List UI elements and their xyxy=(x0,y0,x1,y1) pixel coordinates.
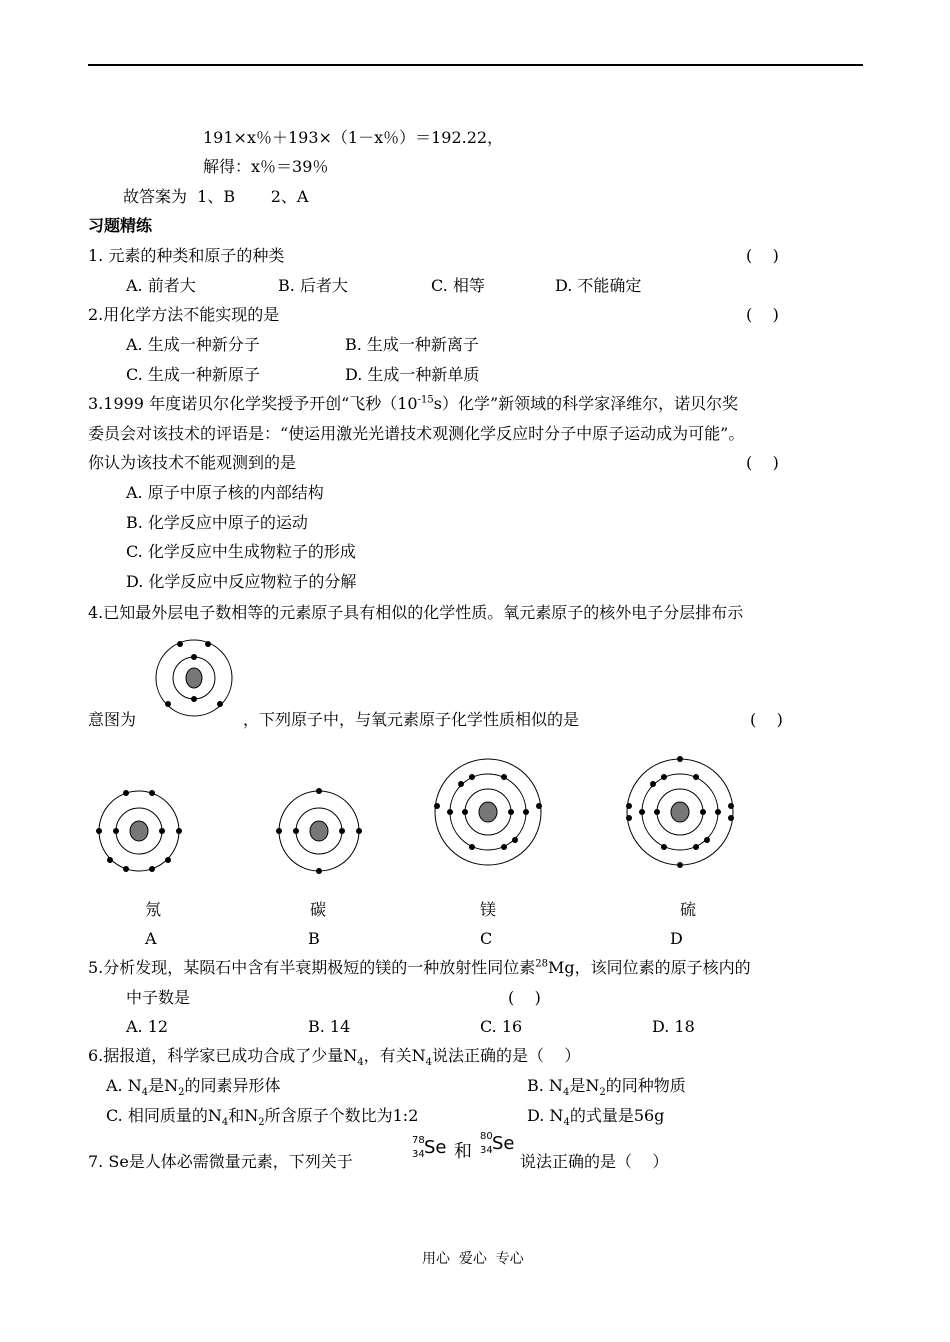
q3-option-a: A. 原子中原子核的内部结构 xyxy=(126,483,324,502)
section-title: 习题精练 xyxy=(88,216,153,235)
q1-answer-paren: ( ) xyxy=(746,246,779,265)
q2-option-a: A. 生成一种新分子 xyxy=(126,335,260,354)
atom-c-name: 镁 xyxy=(480,900,497,919)
atom-b-letter: B xyxy=(308,929,320,948)
q2-option-b: B. 生成一种新离子 xyxy=(345,335,479,354)
q3-option-d: D. 化学反应中反应物粒子的分解 xyxy=(126,572,357,591)
q2-answer-paren: ( ) xyxy=(746,305,779,324)
solution-answer: 故答案为 1、B 2、A xyxy=(123,187,309,206)
q7-stem-suffix: 说法正确的是（ ） xyxy=(520,1152,669,1171)
q1-option-d: D. 不能确定 xyxy=(555,276,642,295)
q5-line2: 中子数是 xyxy=(126,988,191,1007)
magnesium-atom-diagram xyxy=(432,756,544,868)
q4-answer-paren: ( ) xyxy=(750,710,783,729)
page-footer: 用心 爱心 专心 xyxy=(422,1251,524,1267)
q2-option-d: D. 生成一种新单质 xyxy=(345,365,480,384)
atom-d-letter: D xyxy=(670,929,683,948)
q6-option-d: D. $N_4$的式量是56g xyxy=(527,1106,665,1129)
sulfur-atom-diagram xyxy=(624,756,736,868)
q4-line2-suffix: ，下列原子中，与氧元素原子化学性质相似的是 xyxy=(243,710,580,729)
atom-b-name: 碳 xyxy=(310,900,327,919)
oxygen-atom-diagram xyxy=(154,638,234,718)
selenium-isotopes-notation: 78 34 Se 和 80 34 Se xyxy=(412,1131,515,1162)
atom-a-name: 氖 xyxy=(145,900,162,919)
q2-option-c: C. 生成一种新原子 xyxy=(126,365,260,384)
solution-solve: 解得：x％＝39％ xyxy=(203,157,329,176)
q1-option-a: A. 前者大 xyxy=(126,276,196,295)
q2-stem: 2.用化学方法不能实现的是 xyxy=(88,305,280,324)
solution-equation: 191×x％＋193×（1－x％）＝192.22， xyxy=(203,128,504,147)
q3-line3: 你认为该技术不能观测到的是 xyxy=(88,453,297,472)
q6-option-c: C. 相同质量的$N_4$和$N_2$所含原子个数比为1:2 xyxy=(106,1106,419,1129)
q5-option-b: B. 14 xyxy=(308,1017,351,1036)
q1-option-b: B. 后者大 xyxy=(278,276,348,295)
q4-line2-prefix: 意图为 xyxy=(88,710,137,729)
q6-option-b: B. $N_4$是$N_2$的同种物质 xyxy=(527,1076,686,1099)
q1-option-c: C. 相等 xyxy=(431,276,485,295)
q5-answer-paren: ( ) xyxy=(508,988,541,1007)
atom-c-letter: C xyxy=(480,929,493,948)
header-rule xyxy=(88,64,863,66)
q3-answer-paren: ( ) xyxy=(746,453,779,472)
q5-line1: 5.分析发现，某陨石中含有半衰期极短的镁的一种放射性同位素$^{28}$Mg，该同位素的原子核内的 xyxy=(88,958,751,977)
q6-option-a: A. $N_4$是$N_2$的同素异形体 xyxy=(106,1076,281,1099)
carbon-atom-diagram xyxy=(276,788,362,874)
q5-option-a: A. 12 xyxy=(126,1017,169,1036)
q1-stem: 1. 元素的种类和原子的种类 xyxy=(88,246,285,265)
neon-atom-diagram xyxy=(96,788,182,874)
q4-line1: 4.已知最外层电子数相等的元素原子具有相似的化学性质。氧元素原子的核外电子分层排布示 xyxy=(88,603,744,622)
q6-stem: 6.据报道，科学家已成功合成了少量$N_4$，有关$N_4$说法正确的是（ ） xyxy=(88,1046,581,1069)
q5-option-c: C. 16 xyxy=(480,1017,523,1036)
q5-option-d: D. 18 xyxy=(652,1017,695,1036)
q3-line2: 委员会对该技术的评语是：“使运用激光光谱技术观测化学反应时分子中原子运动成为可能”。 xyxy=(88,424,745,443)
q3-line1: 3.1999 年度诺贝尔化学奖授予开创“飞秒$(10^{-15}s)$化学”新领域的科学家泽维尔，诺贝尔奖 xyxy=(88,394,739,413)
atom-a-letter: A xyxy=(145,929,157,948)
atom-d-name: 硫 xyxy=(680,900,697,919)
q3-option-b: B. 化学反应中原子的运动 xyxy=(126,513,308,532)
q3-option-c: C. 化学反应中生成物粒子的形成 xyxy=(126,542,356,561)
q7-stem-prefix: 7. Se是人体必需微量元素，下列关于 xyxy=(88,1152,353,1171)
